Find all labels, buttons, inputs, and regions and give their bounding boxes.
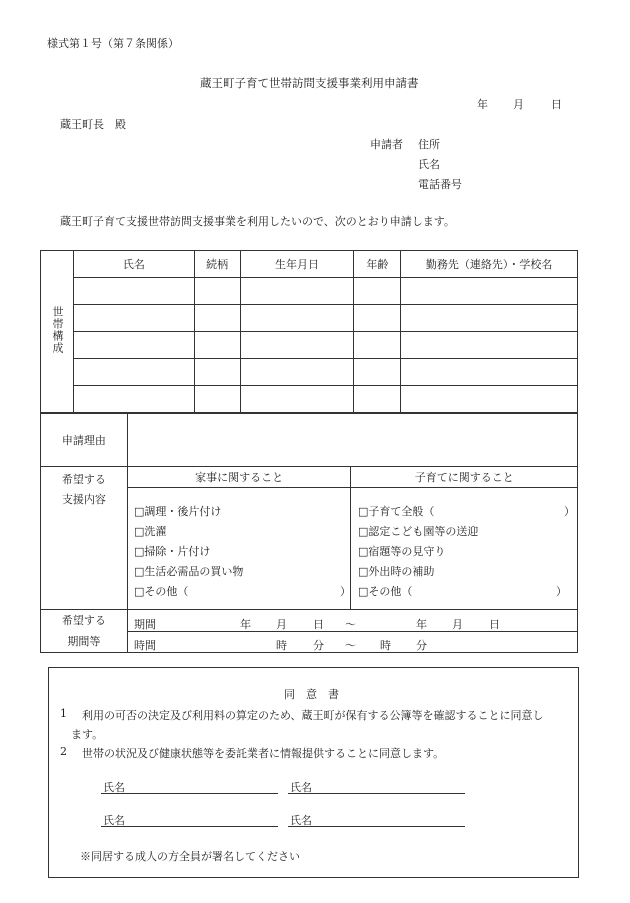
- member-workplace-field[interactable]: [401, 305, 578, 332]
- applicant-label: 申請者: [370, 138, 403, 151]
- period-start-day: 日: [313, 618, 324, 631]
- time-tilde: ～: [345, 639, 356, 652]
- support-header-row: [41, 467, 578, 488]
- addressee: 蔵王町長 殿: [60, 118, 126, 131]
- header-workplace: 勤務先（連絡先）・学校名: [401, 251, 578, 278]
- applicant-address-label: 住所: [418, 138, 440, 151]
- support-label-line1: 希望する: [61, 473, 106, 486]
- member-relation-field[interactable]: [194, 359, 240, 386]
- member-name-field[interactable]: [73, 332, 194, 359]
- table-row: [41, 332, 578, 359]
- period-end-month: 月: [452, 618, 463, 631]
- table-row: [41, 359, 578, 386]
- member-name-field[interactable]: [73, 305, 194, 332]
- time-end-hour: 時: [380, 639, 391, 652]
- housework-other-checkbox[interactable]: □その他（: [134, 585, 189, 598]
- consent-item2-number: 2: [60, 745, 67, 758]
- childcare-transport-checkbox[interactable]: □認定こども園等の送迎: [358, 525, 479, 538]
- member-workplace-field[interactable]: [401, 359, 578, 386]
- signature-name-label: 氏名: [290, 814, 312, 827]
- housework-shopping-checkbox[interactable]: □生活必需品の買い物: [134, 565, 244, 578]
- member-birthdate-field[interactable]: [240, 386, 354, 413]
- time-end-minute: 分: [416, 639, 427, 652]
- housework-cooking-checkbox[interactable]: □調理・後片付け: [134, 505, 222, 518]
- support-label-line2: 支援内容: [61, 493, 106, 506]
- household-side-label: 世帯構成: [50, 306, 64, 354]
- housework-header: 家事に関すること: [127, 467, 351, 488]
- signature-name-label: 氏名: [290, 781, 312, 794]
- reason-label: 申請理由: [41, 414, 128, 467]
- signature-name-label: 氏名: [103, 814, 125, 827]
- member-birthdate-field[interactable]: [240, 278, 354, 305]
- table-row: [41, 386, 578, 413]
- member-birthdate-field[interactable]: [240, 305, 354, 332]
- period-end-year: 年: [416, 618, 427, 631]
- member-age-field[interactable]: [354, 386, 401, 413]
- header-name: 氏名: [73, 251, 194, 278]
- childcare-header: 子育てに関すること: [351, 467, 578, 488]
- member-relation-field[interactable]: [194, 305, 240, 332]
- period-tilde: ～: [345, 618, 356, 631]
- childcare-other-close: ）: [556, 585, 567, 598]
- table-row: [41, 278, 578, 305]
- member-birthdate-field[interactable]: [240, 332, 354, 359]
- applicant-name-label: 氏名: [418, 158, 440, 171]
- intro-text: 蔵王町子育て支援世帯訪問支援事業を利用したいので、次のとおり申請します。: [60, 215, 455, 228]
- consent-title: 同 意 書: [284, 688, 339, 701]
- member-workplace-field[interactable]: [401, 386, 578, 413]
- household-header-row: [41, 251, 578, 278]
- period-label-line2: 期間等: [67, 635, 101, 648]
- period-label-cell: [41, 610, 128, 653]
- member-name-field[interactable]: [73, 359, 194, 386]
- form-number: 様式第１号（第７条関係）: [47, 37, 179, 50]
- childcare-general-close: ）: [564, 505, 575, 518]
- member-relation-field[interactable]: [194, 386, 240, 413]
- signature-line[interactable]: [101, 793, 278, 794]
- time-label: 時間: [134, 639, 156, 652]
- reason-row: [41, 414, 578, 467]
- member-name-field[interactable]: [73, 386, 194, 413]
- table-row: [41, 305, 578, 332]
- period-label: 期間: [134, 618, 156, 631]
- childcare-outing-checkbox[interactable]: □外出時の補助: [358, 565, 435, 578]
- member-age-field[interactable]: [354, 305, 401, 332]
- date-day: 日: [551, 98, 562, 111]
- reason-field[interactable]: [127, 414, 577, 467]
- childcare-homework-checkbox[interactable]: □宿題等の見守り: [358, 545, 446, 558]
- member-name-field[interactable]: [73, 278, 194, 305]
- household-side-cell: [41, 251, 74, 413]
- signature-line[interactable]: [288, 793, 465, 794]
- consent-item2-text: 世帯の状況及び健康状態等を委託業者に情報提供することに同意します。: [82, 747, 445, 760]
- period-end-day: 日: [489, 618, 500, 631]
- member-relation-field[interactable]: [194, 332, 240, 359]
- childcare-general-checkbox[interactable]: □子育て全般（: [358, 505, 435, 518]
- consent-note: ※同居する成人の方全員が署名してください: [80, 850, 300, 863]
- header-relation: 続柄: [194, 251, 240, 278]
- support-label-cell: [41, 467, 128, 610]
- consent-item1-text: 利用の可否の決定及び利用料の算定のため、蔵王町が保有する公簿等を確認することに同意し: [82, 709, 544, 722]
- consent-item1-number: 1: [60, 707, 67, 720]
- housework-other-close: ）: [340, 585, 351, 598]
- header-birthdate: 生年月日: [240, 251, 354, 278]
- header-age: 年齢: [354, 251, 401, 278]
- form-title: 蔵王町子育て世帯訪問支援事業利用申請書: [200, 76, 419, 90]
- signature-name-label: 氏名: [103, 781, 125, 794]
- period-label-line1: 希望する: [61, 614, 106, 627]
- signature-line[interactable]: [288, 826, 465, 827]
- date-year: 年: [477, 98, 488, 111]
- housework-cleaning-checkbox[interactable]: □掃除・片付け: [134, 545, 211, 558]
- housework-laundry-checkbox[interactable]: □洗濯: [134, 525, 167, 538]
- member-workplace-field[interactable]: [401, 278, 578, 305]
- childcare-other-checkbox[interactable]: □その他（: [358, 585, 413, 598]
- household-table: [40, 250, 578, 413]
- member-age-field[interactable]: [354, 278, 401, 305]
- time-start-hour: 時: [276, 639, 287, 652]
- consent-item1-text-cont: ます。: [71, 728, 104, 741]
- member-birthdate-field[interactable]: [240, 359, 354, 386]
- signature-line[interactable]: [101, 826, 278, 827]
- member-age-field[interactable]: [354, 332, 401, 359]
- member-workplace-field[interactable]: [401, 332, 578, 359]
- period-start-month: 月: [276, 618, 287, 631]
- date-month: 月: [513, 98, 524, 111]
- time-start-minute: 分: [313, 639, 324, 652]
- applicant-phone-label: 電話番号: [418, 178, 462, 191]
- member-age-field[interactable]: [354, 359, 401, 386]
- period-start-year: 年: [240, 618, 251, 631]
- member-relation-field[interactable]: [194, 278, 240, 305]
